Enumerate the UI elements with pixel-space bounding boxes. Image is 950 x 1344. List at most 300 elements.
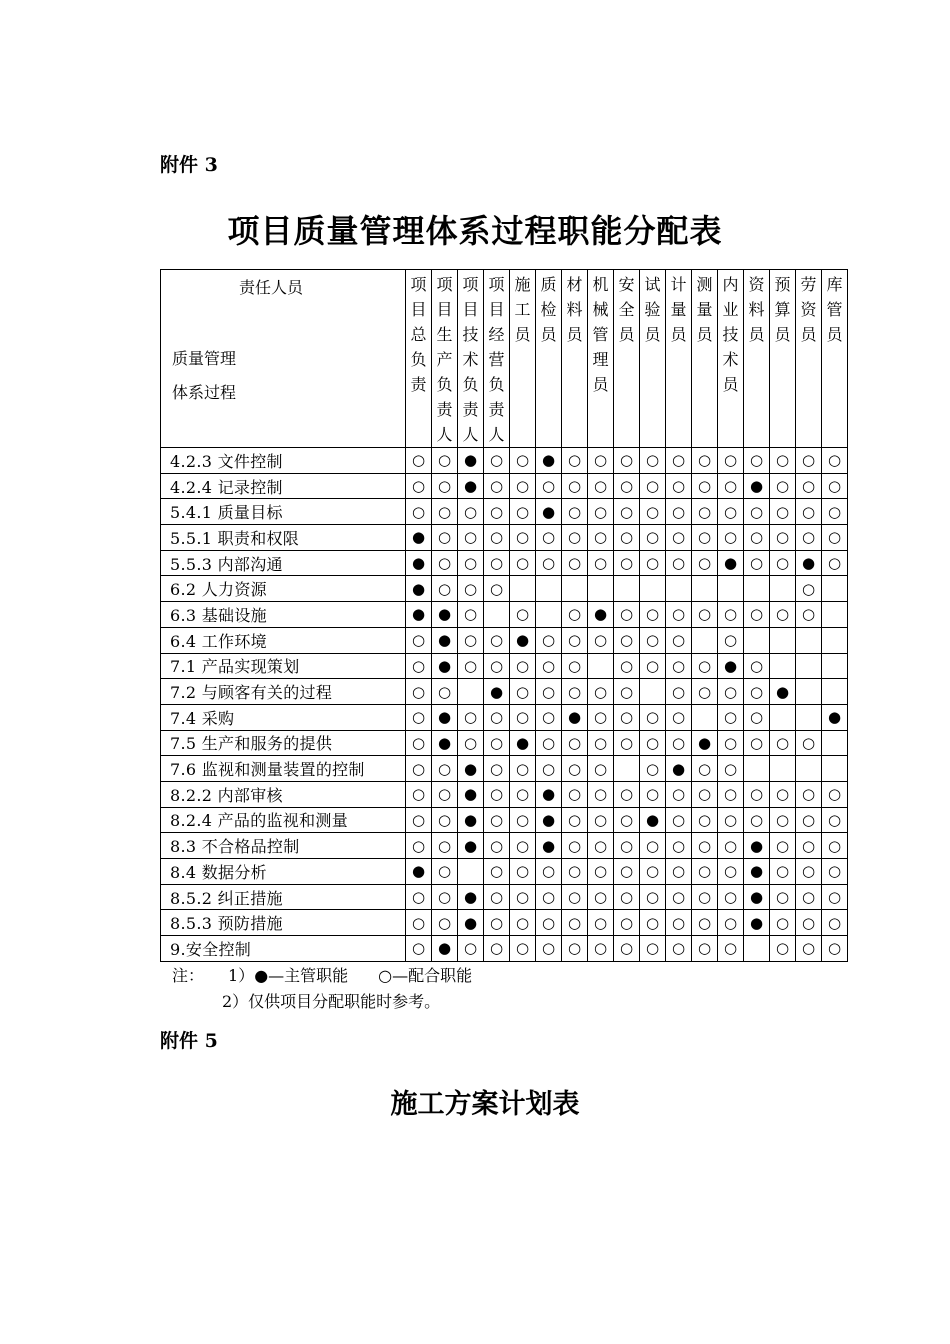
role-header-cell bbox=[510, 270, 536, 448]
process-label: 4.2.4 记录控制 bbox=[161, 473, 406, 499]
assist-function-mark: ○ bbox=[562, 781, 588, 807]
assist-function-mark: ○ bbox=[822, 910, 848, 936]
assist-function-mark: ○ bbox=[666, 602, 692, 628]
assist-function-mark: ○ bbox=[640, 936, 666, 962]
assist-function-mark: ○ bbox=[614, 679, 640, 705]
assist-function-mark: ○ bbox=[796, 730, 822, 756]
role-header-label: 劳资员 bbox=[800, 275, 817, 344]
assist-function-mark: ○ bbox=[562, 833, 588, 859]
main-function-mark: ● bbox=[406, 859, 432, 885]
process-label: 6.4 工作环境 bbox=[161, 627, 406, 653]
assist-function-mark: ○ bbox=[796, 499, 822, 525]
table-row bbox=[161, 473, 848, 499]
assist-function-mark: ○ bbox=[484, 627, 510, 653]
role-header-cell bbox=[588, 270, 614, 448]
main-function-mark: ● bbox=[432, 602, 458, 628]
empty-cell bbox=[666, 576, 692, 602]
assist-function-mark: ○ bbox=[718, 730, 744, 756]
empty-cell bbox=[822, 730, 848, 756]
assist-function-mark: ○ bbox=[692, 525, 718, 551]
table-row bbox=[161, 525, 848, 551]
empty-cell bbox=[614, 576, 640, 602]
assist-function-mark: ○ bbox=[770, 833, 796, 859]
assist-function-mark: ○ bbox=[614, 936, 640, 962]
assist-function-mark: ○ bbox=[692, 859, 718, 885]
assist-function-mark: ○ bbox=[562, 525, 588, 551]
assist-function-mark: ○ bbox=[536, 704, 562, 730]
assist-function-mark: ○ bbox=[640, 859, 666, 885]
corner-bottom-label: 体系过程 bbox=[172, 383, 237, 402]
assist-function-mark: ○ bbox=[666, 730, 692, 756]
table-row bbox=[161, 884, 848, 910]
empty-cell bbox=[536, 576, 562, 602]
assist-function-mark: ○ bbox=[770, 910, 796, 936]
empty-cell bbox=[744, 936, 770, 962]
assist-function-mark: ○ bbox=[562, 807, 588, 833]
assist-function-mark: ○ bbox=[770, 884, 796, 910]
main-function-mark: ● bbox=[666, 756, 692, 782]
assist-function-mark: ○ bbox=[666, 499, 692, 525]
assist-function-mark: ○ bbox=[458, 704, 484, 730]
assist-function-mark: ○ bbox=[718, 704, 744, 730]
main-function-mark: ● bbox=[458, 833, 484, 859]
assist-function-mark: ○ bbox=[692, 884, 718, 910]
process-label: 7.2 与顾客有关的过程 bbox=[161, 679, 406, 705]
assist-function-mark: ○ bbox=[588, 704, 614, 730]
assist-function-mark: ○ bbox=[588, 781, 614, 807]
assist-function-mark: ○ bbox=[484, 653, 510, 679]
empty-cell bbox=[640, 576, 666, 602]
assist-function-mark: ○ bbox=[458, 627, 484, 653]
assist-function-mark: ○ bbox=[562, 756, 588, 782]
table-note-1 bbox=[172, 963, 472, 986]
assist-function-mark: ○ bbox=[432, 525, 458, 551]
assist-function-mark: ○ bbox=[458, 525, 484, 551]
assist-function-mark: ○ bbox=[614, 499, 640, 525]
assist-function-mark: ○ bbox=[406, 704, 432, 730]
assist-function-mark: ○ bbox=[796, 576, 822, 602]
assist-function-mark: ○ bbox=[562, 653, 588, 679]
role-header-label: 质检员 bbox=[540, 275, 557, 344]
assist-function-mark: ○ bbox=[692, 473, 718, 499]
assist-function-mark: ○ bbox=[822, 833, 848, 859]
assist-function-mark: ○ bbox=[432, 448, 458, 474]
assist-function-mark: ○ bbox=[588, 473, 614, 499]
role-header-label: 机械管理员 bbox=[592, 275, 609, 394]
process-label: 5.5.1 职责和权限 bbox=[161, 525, 406, 551]
assist-function-mark: ○ bbox=[718, 473, 744, 499]
assist-function-mark: ○ bbox=[796, 884, 822, 910]
assist-function-mark: ○ bbox=[614, 859, 640, 885]
empty-cell bbox=[770, 756, 796, 782]
main-function-mark: ● bbox=[770, 679, 796, 705]
assist-function-mark: ○ bbox=[640, 602, 666, 628]
main-function-mark: ● bbox=[640, 807, 666, 833]
empty-cell bbox=[692, 576, 718, 602]
assist-function-mark: ○ bbox=[588, 448, 614, 474]
process-label: 8.5.2 纠正措施 bbox=[161, 884, 406, 910]
assist-function-mark: ○ bbox=[536, 730, 562, 756]
empty-cell bbox=[484, 602, 510, 628]
assist-function-mark: ○ bbox=[484, 833, 510, 859]
table-row bbox=[161, 602, 848, 628]
assist-function-mark: ○ bbox=[666, 781, 692, 807]
role-header-label: 计量员 bbox=[670, 275, 687, 344]
assist-function-mark: ○ bbox=[484, 576, 510, 602]
role-header-label: 项目总负责 bbox=[410, 275, 427, 394]
table-row bbox=[161, 936, 848, 962]
assist-function-mark: ○ bbox=[432, 576, 458, 602]
assist-function-mark: ○ bbox=[744, 525, 770, 551]
assist-function-mark: ○ bbox=[770, 781, 796, 807]
empty-cell bbox=[822, 576, 848, 602]
main-function-mark: ● bbox=[692, 730, 718, 756]
role-header-label: 施工员 bbox=[514, 275, 531, 344]
assist-function-mark: ○ bbox=[796, 833, 822, 859]
assist-function-mark: ○ bbox=[588, 679, 614, 705]
assist-function-mark: ○ bbox=[744, 807, 770, 833]
assist-function-mark: ○ bbox=[796, 781, 822, 807]
main-function-mark: ● bbox=[536, 499, 562, 525]
assist-function-mark: ○ bbox=[692, 602, 718, 628]
main-function-mark: ● bbox=[536, 807, 562, 833]
assist-function-mark: ○ bbox=[692, 499, 718, 525]
role-header-label: 安全员 bbox=[618, 275, 635, 344]
assist-function-mark: ○ bbox=[406, 473, 432, 499]
process-label: 5.4.1 质量目标 bbox=[161, 499, 406, 525]
assist-function-mark: ○ bbox=[666, 859, 692, 885]
assist-function-mark: ○ bbox=[718, 499, 744, 525]
note-prefix: 注： bbox=[172, 966, 205, 985]
assist-function-mark: ○ bbox=[510, 602, 536, 628]
assist-function-mark: ○ bbox=[614, 448, 640, 474]
empty-cell bbox=[796, 679, 822, 705]
assist-function-mark: ○ bbox=[406, 448, 432, 474]
assist-function-mark: ○ bbox=[666, 704, 692, 730]
main-function-mark: ● bbox=[484, 679, 510, 705]
assist-function-mark: ○ bbox=[614, 525, 640, 551]
assist-function-mark: ○ bbox=[536, 859, 562, 885]
assist-function-mark: ○ bbox=[744, 602, 770, 628]
role-header-label: 库管员 bbox=[826, 275, 843, 344]
role-header-cell bbox=[692, 270, 718, 448]
corner-mid-label: 质量管理 bbox=[172, 349, 237, 368]
role-header-label: 材料员 bbox=[566, 275, 583, 344]
assist-function-mark: ○ bbox=[484, 807, 510, 833]
assist-function-mark: ○ bbox=[484, 730, 510, 756]
assist-function-mark: ○ bbox=[822, 448, 848, 474]
process-label: 8.2.2 内部审核 bbox=[161, 781, 406, 807]
main-function-mark: ● bbox=[406, 576, 432, 602]
assist-function-mark: ○ bbox=[640, 730, 666, 756]
assist-function-mark: ○ bbox=[588, 730, 614, 756]
table-row bbox=[161, 550, 848, 576]
assist-function-mark: ○ bbox=[510, 704, 536, 730]
assist-function-mark: ○ bbox=[744, 704, 770, 730]
annex-label-2: 附件 5 bbox=[160, 1030, 218, 1052]
assist-function-mark: ○ bbox=[588, 525, 614, 551]
main-function-mark: ● bbox=[458, 756, 484, 782]
assist-function-mark: ○ bbox=[640, 448, 666, 474]
assist-function-mark: ○ bbox=[588, 807, 614, 833]
assist-function-mark: ○ bbox=[510, 859, 536, 885]
empty-cell bbox=[822, 756, 848, 782]
role-header-cell bbox=[562, 270, 588, 448]
main-function-mark: ● bbox=[432, 627, 458, 653]
assist-function-mark: ○ bbox=[718, 525, 744, 551]
assist-function-mark: ○ bbox=[614, 833, 640, 859]
assist-function-mark: ○ bbox=[588, 859, 614, 885]
role-header-cell bbox=[614, 270, 640, 448]
assist-function-mark: ○ bbox=[796, 807, 822, 833]
empty-cell bbox=[744, 576, 770, 602]
note-1-number: 1） bbox=[228, 966, 255, 985]
table-header-row bbox=[161, 270, 848, 448]
main-function-mark: ● bbox=[432, 704, 458, 730]
assist-function-mark: ○ bbox=[744, 781, 770, 807]
assist-function-mark: ○ bbox=[770, 473, 796, 499]
assist-function-mark: ○ bbox=[614, 627, 640, 653]
assist-function-mark: ○ bbox=[614, 473, 640, 499]
assist-function-mark: ○ bbox=[770, 730, 796, 756]
main-function-mark: ● bbox=[458, 448, 484, 474]
assist-function-mark: ○ bbox=[796, 910, 822, 936]
assist-function-mark: ○ bbox=[640, 525, 666, 551]
assist-function-mark: ○ bbox=[432, 550, 458, 576]
assist-function-mark: ○ bbox=[692, 936, 718, 962]
role-header-cell bbox=[484, 270, 510, 448]
assist-function-mark: ○ bbox=[692, 781, 718, 807]
main-function-mark: ● bbox=[458, 781, 484, 807]
assist-function-mark: ○ bbox=[692, 807, 718, 833]
empty-cell bbox=[614, 756, 640, 782]
assist-function-mark: ○ bbox=[796, 936, 822, 962]
assist-function-mark: ○ bbox=[796, 859, 822, 885]
process-label: 8.5.3 预防措施 bbox=[161, 910, 406, 936]
assist-function-mark: ○ bbox=[718, 859, 744, 885]
assist-function-mark: ○ bbox=[562, 936, 588, 962]
assist-function-mark: ○ bbox=[510, 884, 536, 910]
empty-cell bbox=[796, 756, 822, 782]
role-header-cell bbox=[718, 270, 744, 448]
role-header-label: 预算员 bbox=[774, 275, 791, 344]
process-label: 8.4 数据分析 bbox=[161, 859, 406, 885]
empty-cell bbox=[744, 627, 770, 653]
assist-function-mark: ○ bbox=[666, 936, 692, 962]
empty-cell bbox=[770, 704, 796, 730]
assist-function-mark: ○ bbox=[484, 448, 510, 474]
assist-function-mark: ○ bbox=[406, 756, 432, 782]
main-function-mark: ● bbox=[458, 473, 484, 499]
assist-function-mark: ○ bbox=[536, 910, 562, 936]
main-function-mark: ● bbox=[718, 653, 744, 679]
assist-function-mark: ○ bbox=[484, 550, 510, 576]
assist-function-mark: ○ bbox=[406, 884, 432, 910]
main-function-mark: ● bbox=[458, 807, 484, 833]
assist-function-mark: ○ bbox=[640, 833, 666, 859]
assist-function-mark: ○ bbox=[484, 473, 510, 499]
main-function-mark: ● bbox=[432, 936, 458, 962]
empty-cell bbox=[536, 602, 562, 628]
assist-function-mark: ○ bbox=[406, 781, 432, 807]
table-row bbox=[161, 499, 848, 525]
assist-function-mark: ○ bbox=[666, 653, 692, 679]
function-allocation-table bbox=[160, 269, 848, 962]
assist-function-mark: ○ bbox=[458, 653, 484, 679]
assist-function-mark: ○ bbox=[536, 550, 562, 576]
assist-function-mark: ○ bbox=[718, 807, 744, 833]
assist-function-mark: ○ bbox=[666, 550, 692, 576]
assist-function-mark: ○ bbox=[770, 807, 796, 833]
assist-function-mark: ○ bbox=[536, 884, 562, 910]
assist-function-mark: ○ bbox=[510, 550, 536, 576]
assist-function-mark: ○ bbox=[666, 448, 692, 474]
process-label: 7.6 监视和测量装置的控制 bbox=[161, 756, 406, 782]
assist-function-mark: ○ bbox=[796, 602, 822, 628]
empty-cell bbox=[510, 576, 536, 602]
assist-function-mark: ○ bbox=[718, 756, 744, 782]
assist-function-mark: ○ bbox=[588, 936, 614, 962]
main-function-mark: ● bbox=[562, 704, 588, 730]
assist-function-mark: ○ bbox=[692, 653, 718, 679]
main-function-mark: ● bbox=[744, 833, 770, 859]
assist-function-mark: ○ bbox=[406, 653, 432, 679]
assist-function-mark: ○ bbox=[510, 653, 536, 679]
assist-function-mark: ○ bbox=[484, 499, 510, 525]
empty-cell bbox=[770, 576, 796, 602]
process-label: 7.5 生产和服务的提供 bbox=[161, 730, 406, 756]
table-row bbox=[161, 704, 848, 730]
table-row bbox=[161, 576, 848, 602]
table-row bbox=[161, 859, 848, 885]
process-label: 6.3 基础设施 bbox=[161, 602, 406, 628]
assist-function-mark: ○ bbox=[458, 602, 484, 628]
assist-function-mark: ○ bbox=[718, 448, 744, 474]
assist-function-mark: ○ bbox=[822, 884, 848, 910]
role-header-cell bbox=[432, 270, 458, 448]
main-function-mark: ● bbox=[536, 781, 562, 807]
process-label: 7.4 采购 bbox=[161, 704, 406, 730]
assist-function-mark: ○ bbox=[640, 704, 666, 730]
assist-function-mark: ○ bbox=[744, 499, 770, 525]
empty-cell bbox=[588, 576, 614, 602]
main-function-mark: ● bbox=[744, 859, 770, 885]
assist-function-mark: ○ bbox=[458, 576, 484, 602]
main-function-mark: ● bbox=[432, 730, 458, 756]
assist-function-mark: ○ bbox=[822, 473, 848, 499]
assist-function-mark: ○ bbox=[640, 756, 666, 782]
assist-function-mark: ○ bbox=[432, 884, 458, 910]
table-row bbox=[161, 653, 848, 679]
assist-function-mark: ○ bbox=[562, 473, 588, 499]
assist-function-mark: ○ bbox=[536, 525, 562, 551]
assist-function-mark: ○ bbox=[510, 448, 536, 474]
assist-function-mark: ○ bbox=[484, 525, 510, 551]
role-header-label: 内业技术员 bbox=[722, 275, 739, 394]
main-function-mark: ● bbox=[536, 448, 562, 474]
role-header-label: 项目经营负责人 bbox=[488, 275, 505, 444]
section-title: 施工方案计划表 bbox=[390, 1089, 580, 1120]
assist-function-mark: ○ bbox=[432, 833, 458, 859]
empty-cell bbox=[588, 653, 614, 679]
assist-function-mark: ○ bbox=[614, 807, 640, 833]
role-header-cell bbox=[640, 270, 666, 448]
main-function-mark: ● bbox=[458, 884, 484, 910]
table-row bbox=[161, 781, 848, 807]
assist-function-mark: ○ bbox=[770, 448, 796, 474]
assist-function-mark: ○ bbox=[432, 807, 458, 833]
assist-function-mark: ○ bbox=[406, 936, 432, 962]
assist-function-mark: ○ bbox=[510, 679, 536, 705]
assist-function-mark: ○ bbox=[640, 910, 666, 936]
assist-function-mark: ○ bbox=[822, 499, 848, 525]
empty-cell bbox=[744, 756, 770, 782]
assist-function-mark: ○ bbox=[432, 499, 458, 525]
assist-function-mark: ○ bbox=[666, 679, 692, 705]
assist-function-mark: ○ bbox=[822, 936, 848, 962]
role-header-cell bbox=[770, 270, 796, 448]
assist-function-mark: ○ bbox=[822, 550, 848, 576]
process-label: 6.2 人力资源 bbox=[161, 576, 406, 602]
assist-function-mark: ○ bbox=[640, 550, 666, 576]
empty-cell bbox=[796, 704, 822, 730]
assist-function-mark: ○ bbox=[406, 499, 432, 525]
table-row bbox=[161, 448, 848, 474]
main-function-mark: ● bbox=[536, 833, 562, 859]
assist-function-mark: ○ bbox=[406, 833, 432, 859]
assist-function-mark: ○ bbox=[718, 910, 744, 936]
assist-function-mark: ○ bbox=[796, 525, 822, 551]
assist-function-mark: ○ bbox=[718, 781, 744, 807]
assist-function-mark: ○ bbox=[614, 884, 640, 910]
assist-function-mark: ○ bbox=[588, 910, 614, 936]
assist-function-mark: ○ bbox=[588, 756, 614, 782]
assist-function-mark: ○ bbox=[770, 602, 796, 628]
assist-function-mark: ○ bbox=[432, 859, 458, 885]
assist-function-mark: ○ bbox=[536, 653, 562, 679]
assist-function-mark: ○ bbox=[718, 627, 744, 653]
assist-function-mark: ○ bbox=[536, 627, 562, 653]
assist-function-mark: ○ bbox=[562, 602, 588, 628]
assist-function-mark: ○ bbox=[640, 499, 666, 525]
role-header-cell bbox=[458, 270, 484, 448]
corner-top-label: 责任人员 bbox=[239, 278, 304, 297]
assist-function-mark: ○ bbox=[666, 884, 692, 910]
assist-function-mark: ○ bbox=[822, 525, 848, 551]
assist-function-mark: ○ bbox=[770, 525, 796, 551]
assist-function-mark: ○ bbox=[770, 499, 796, 525]
assist-function-mark: ○ bbox=[666, 627, 692, 653]
main-function-mark: ● bbox=[510, 730, 536, 756]
table-row bbox=[161, 627, 848, 653]
empty-cell bbox=[692, 704, 718, 730]
assist-function-mark: ○ bbox=[770, 936, 796, 962]
assist-function-mark: ○ bbox=[510, 910, 536, 936]
role-header-cell bbox=[796, 270, 822, 448]
assist-function-mark: ○ bbox=[510, 525, 536, 551]
process-label: 8.2.4 产品的监视和测量 bbox=[161, 807, 406, 833]
assist-function-mark: ○ bbox=[458, 499, 484, 525]
assist-function-mark: ○ bbox=[510, 473, 536, 499]
empty-cell bbox=[718, 576, 744, 602]
assist-function-mark: ○ bbox=[718, 602, 744, 628]
assist-function-mark: ○ bbox=[770, 859, 796, 885]
assist-function-mark: ○ bbox=[614, 781, 640, 807]
process-label: 5.5.3 内部沟通 bbox=[161, 550, 406, 576]
assist-function-mark: ○ bbox=[640, 627, 666, 653]
main-function-mark: ● bbox=[718, 550, 744, 576]
role-header-label: 资料员 bbox=[748, 275, 765, 344]
